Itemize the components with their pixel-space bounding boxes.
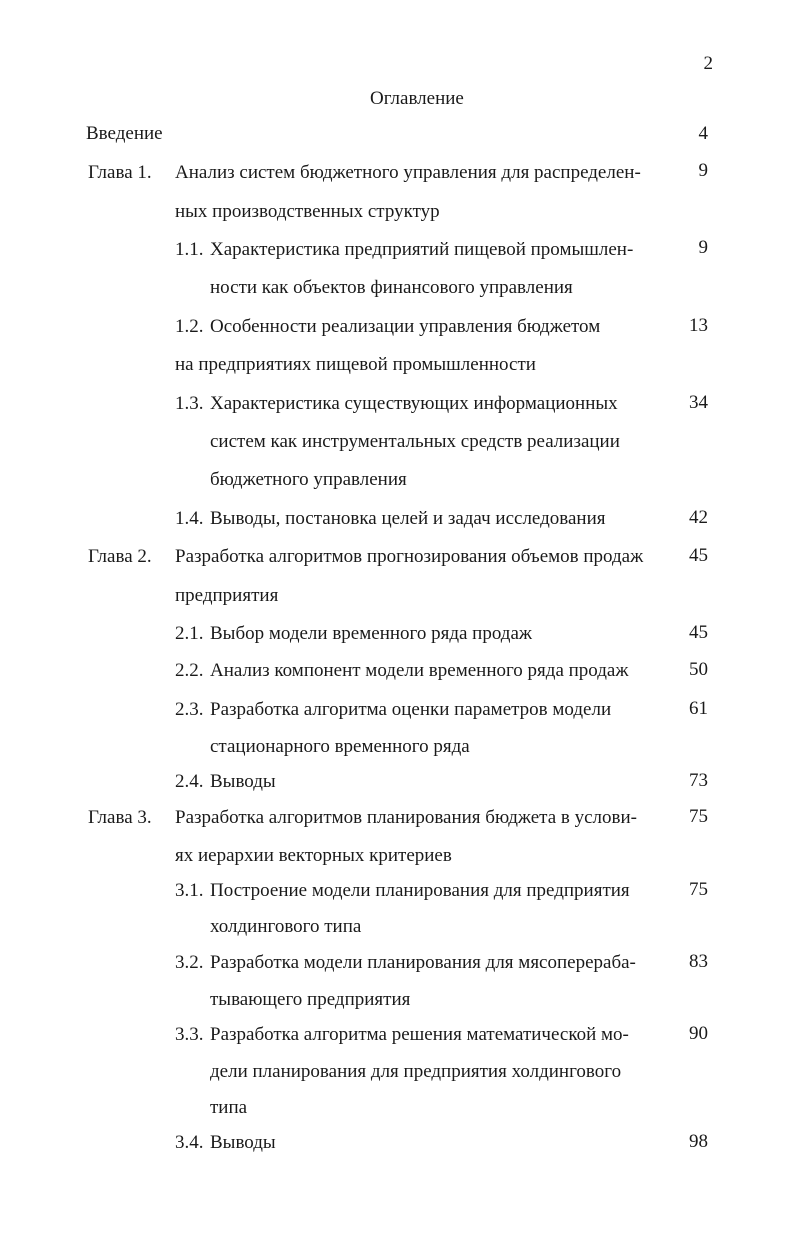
chapter-2-page: 45 [689, 545, 708, 566]
section-3-1-number: 3.1. [175, 880, 204, 901]
section-1-1-line: Характеристика предприятий пищевой промышлен- [210, 239, 634, 260]
section-2-4-number: 2.4. [175, 771, 204, 792]
chapter-2-label: Глава 2. [88, 546, 152, 567]
section-1-2-page: 13 [689, 315, 708, 336]
section-1-1-line: ности как объектов финансового управления [210, 277, 573, 298]
section-2-1-number: 2.1. [175, 623, 204, 644]
chapter-2-title-line: Разработка алгоритмов прогнозирования объемов продаж [175, 546, 644, 567]
section-3-3-line: типа [210, 1097, 248, 1118]
page-number: 2 [703, 53, 713, 74]
section-3-3-line: Разработка алгоритма решения математической мо- [210, 1024, 629, 1045]
section-2-2-line: Анализ компонент модели временного ряда продаж [210, 660, 629, 681]
chapter-2-title-line: предприятия [175, 585, 279, 606]
chapter-3-title-line: Разработка алгоритмов планирования бюджета в услови- [175, 807, 637, 828]
section-3-4-page: 98 [689, 1131, 708, 1152]
section-2-3-line: стационарного временного ряда [210, 736, 470, 757]
section-3-3-number: 3.3. [175, 1024, 204, 1045]
section-3-1-line: холдингового типа [210, 916, 362, 937]
section-3-1-line: Построение модели планирования для предприятия [210, 880, 630, 901]
chapter-1-title-line: ных производственных структур [175, 201, 440, 222]
section-2-2-number: 2.2. [175, 660, 204, 681]
section-1-3-line: систем как инструментальных средств реализации [210, 431, 620, 452]
section-3-2-number: 3.2. [175, 952, 204, 973]
section-1-1-page: 9 [698, 237, 708, 258]
section-3-3-page: 90 [689, 1023, 708, 1044]
section-2-2-page: 50 [689, 659, 708, 680]
section-3-1-page: 75 [689, 879, 708, 900]
section-1-3-line: Характеристика существующих информационных [210, 393, 618, 414]
section-1-2-line: на предприятиях пищевой промышленности [175, 354, 536, 375]
section-3-2-line: тывающего предприятия [210, 989, 411, 1010]
section-2-3-number: 2.3. [175, 699, 204, 720]
section-1-2-line: Особенности реализации управления бюджетом [210, 316, 601, 337]
section-2-3-line: Разработка алгоритма оценки параметров модели [210, 699, 612, 720]
section-3-2-line: Разработка модели планирования для мясоперераба- [210, 952, 636, 973]
section-2-4-page: 73 [689, 770, 708, 791]
section-3-2-page: 83 [689, 951, 708, 972]
chapter-1-page: 9 [698, 160, 708, 181]
section-1-3-line: бюджетного управления [210, 469, 407, 490]
toc-intro-page: 4 [698, 123, 708, 144]
section-1-1-number: 1.1. [175, 239, 204, 260]
chapter-1-title-line: Анализ систем бюджетного управления для распределен- [175, 162, 641, 183]
section-1-3-page: 34 [689, 392, 708, 413]
section-1-4-line: Выводы, постановка целей и задач исследования [210, 508, 606, 529]
chapter-3-label: Глава 3. [88, 807, 152, 828]
section-2-1-page: 45 [689, 622, 708, 643]
section-3-4-line: Выводы [210, 1132, 276, 1153]
page-title: Оглавление [370, 88, 464, 109]
section-1-2-number: 1.2. [175, 316, 204, 337]
section-3-3-line: дели планирования для предприятия холдингового [210, 1061, 622, 1082]
toc-intro-label: Введение [86, 123, 163, 144]
chapter-3-title-line: ях иерархии векторных критериев [175, 845, 452, 866]
section-3-4-number: 3.4. [175, 1132, 204, 1153]
section-2-3-page: 61 [689, 698, 708, 719]
section-1-4-page: 42 [689, 507, 708, 528]
section-1-4-number: 1.4. [175, 508, 204, 529]
chapter-3-page: 75 [689, 806, 708, 827]
section-2-1-line: Выбор модели временного ряда продаж [210, 623, 533, 644]
section-2-4-line: Выводы [210, 771, 276, 792]
section-1-3-number: 1.3. [175, 393, 204, 414]
chapter-1-label: Глава 1. [88, 162, 152, 183]
